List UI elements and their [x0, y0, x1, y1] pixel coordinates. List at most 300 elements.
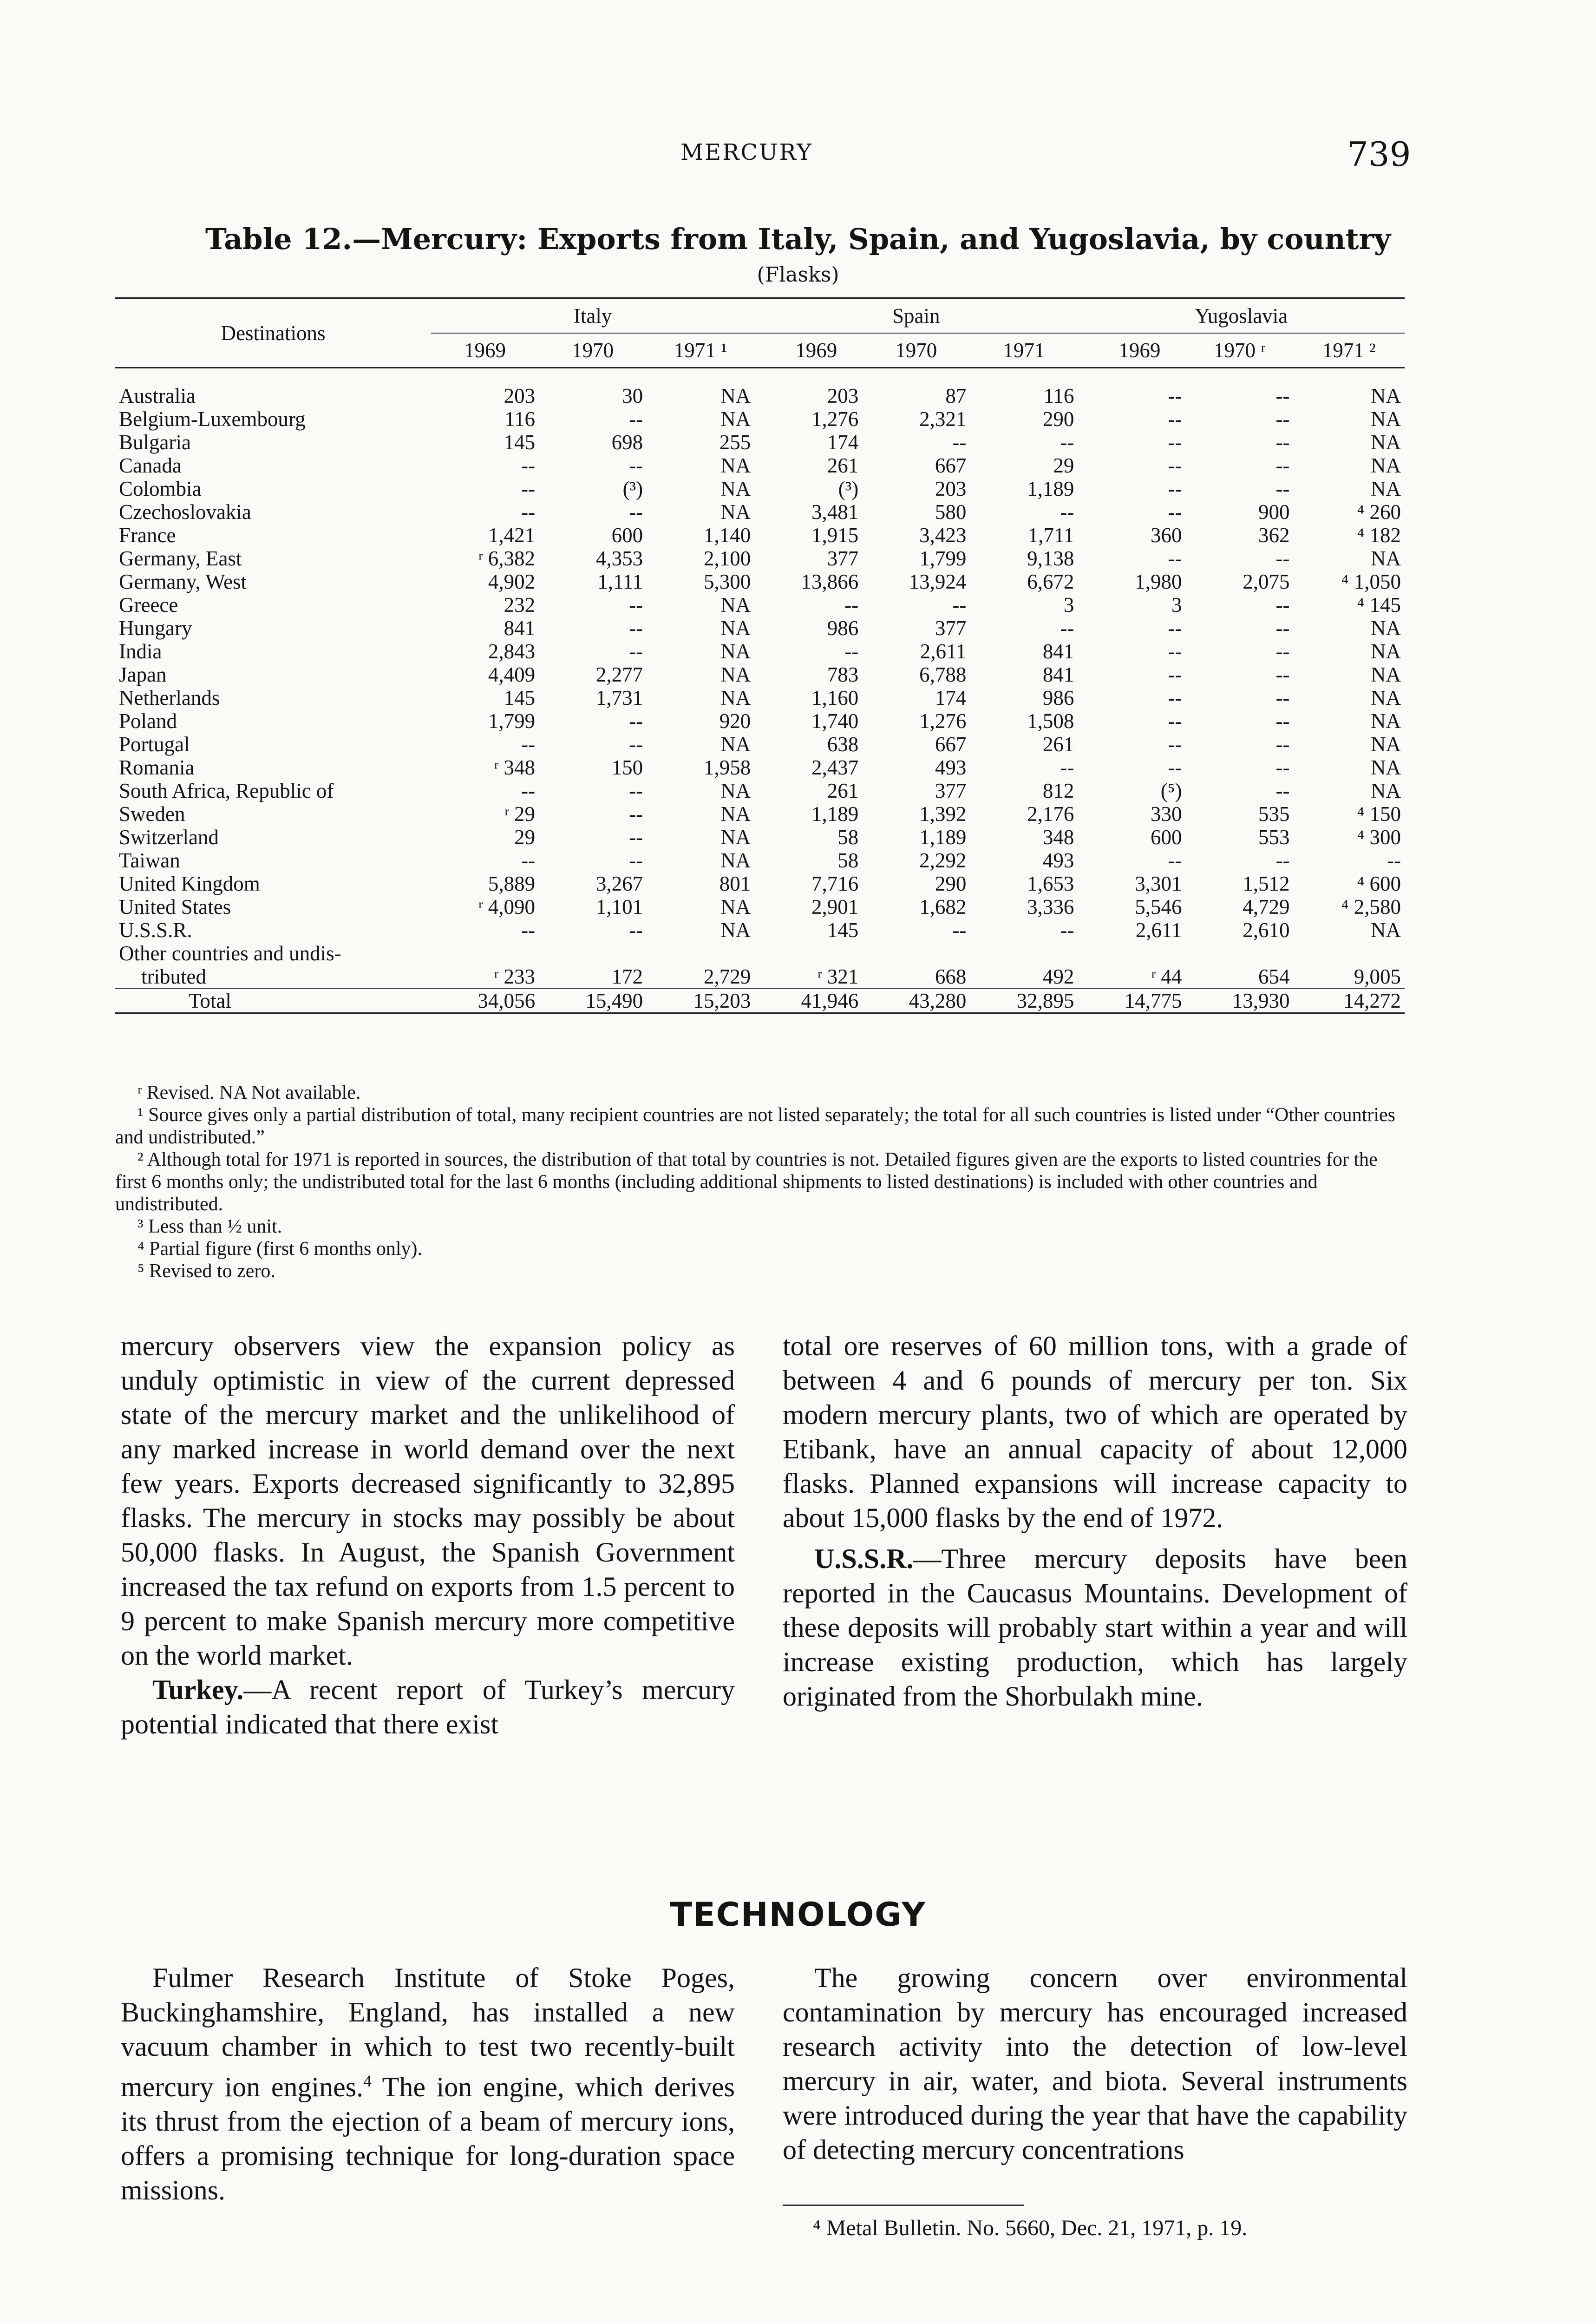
destination-cell: [115, 779, 431, 802]
destination-cell: [115, 593, 431, 617]
ussr-text: —Three mercury deposits have been reported in the Caucasus Mountains. Development of these deposits will probably start within a year and will increase existing production, which has largely originated from the Shorbulakh mine.: [783, 1543, 1407, 1712]
value-cell: 2,075: [1243, 570, 1290, 593]
value-cell: --: [521, 477, 536, 500]
value-cell: --: [1275, 779, 1290, 802]
value-cell: --: [952, 919, 967, 942]
footnote: ¹ Source gives only a partial distribution of total, many recipient countries are not listed separately; the total for all such countries is listed under “Other countries and undistributed.”: [115, 1104, 1395, 1148]
value-cell: 1,512: [1243, 872, 1290, 895]
technology-heading: TECHNOLOGY: [670, 1896, 926, 1934]
value-cell: 4,353: [595, 547, 643, 570]
year-header: 1970: [895, 339, 937, 362]
value-cell: 986: [1042, 686, 1074, 709]
value-cell: 5,546: [1135, 895, 1182, 919]
tech-text: Fulmer Research Institute of Stoke Poges, Buckinghamshire, England, has installed a new vacuum chamber in which to test two recently-built mercury ion engines.: [121, 1962, 735, 2102]
value-cell: 290: [1042, 407, 1074, 431]
footnote: ⁴ Partial figure (first 6 months only).: [137, 1238, 423, 1260]
running-head: MERCURY: [680, 139, 813, 165]
tech-text-rest: The ion engine, which derives its thrust from the ejection of a beam of mercury ions, offers a promising technique for long-duration space missions.: [121, 2072, 735, 2205]
value-cell: NA: [1371, 640, 1401, 663]
value-cell: --: [1168, 640, 1182, 663]
value-cell: 920: [719, 709, 751, 733]
footnote: ² Although total for 1971 is reported in sources, the distribution of that total by countries is not. Detailed figures given are the exports to listed countries for the first 6 months only; the undistributed total for the last 6 months (including additional shipments to listed destinations) is included with other countries and undistributed.: [115, 1149, 1378, 1215]
value-cell: --: [1387, 849, 1401, 872]
value-cell: 2,729: [703, 965, 751, 988]
footnote-ref: 4: [363, 2072, 372, 2090]
year-header: 1971 ¹: [674, 339, 727, 362]
table-row: [115, 779, 1405, 802]
value-cell: ⁴ 2,580: [1341, 895, 1401, 919]
group-spain: Spain: [754, 298, 1078, 333]
turkey-text: —A recent report of Turkey’s mercury potential indicated that there exist: [121, 1674, 735, 1739]
destination-label: United Kingdom: [119, 872, 260, 895]
value-cell: 1,189: [811, 802, 859, 826]
value-cell: --: [1275, 431, 1290, 454]
table-row: [115, 919, 1405, 942]
value-cell: 2,437: [811, 756, 859, 779]
turkey-heading: Turkey.: [152, 1674, 244, 1705]
value-cell: --: [521, 779, 536, 802]
destination-label: United States: [119, 895, 231, 919]
destination-label: Bulgaria: [119, 431, 191, 454]
value-cell: NA: [1371, 663, 1401, 686]
paragraph: total ore reserves of 60 million tons, with a grade of between 4 and 6 pounds of mercury per ton. Six modern mercury plants, two of which are operated by Etibank, have an annual capacity of about 12,000 flasks. Planned expansions will increase capacity to about 15,000 flasks by the end of 1972.: [783, 1331, 1407, 1533]
value-cell: 377: [827, 547, 859, 570]
value-cell: (⁵): [1160, 779, 1182, 802]
destination-cell: [115, 431, 431, 454]
destination-label: Switzerland: [119, 826, 219, 849]
value-cell: 1,980: [1135, 570, 1182, 593]
value-cell: NA: [1371, 919, 1401, 942]
value-cell: 580: [935, 500, 967, 524]
table-row: [115, 407, 1405, 431]
footnote-rule: [783, 2205, 1024, 2206]
table-row: [115, 826, 1405, 849]
destination-cell: [115, 942, 431, 989]
value-cell: 14,775: [1078, 989, 1185, 1013]
table-footnotes: [115, 1082, 1405, 1282]
value-cell: 4,902: [488, 570, 536, 593]
paragraph: [121, 1673, 735, 1741]
paragraph: [121, 1961, 735, 2207]
value-cell: 1,915: [811, 524, 859, 547]
destination-label: Portugal: [119, 733, 190, 756]
value-cell: --: [1168, 617, 1182, 640]
value-cell: 7,716: [811, 872, 859, 895]
value-cell: NA: [720, 384, 751, 407]
value-cell: 4,729: [1243, 895, 1290, 919]
value-cell: NA: [1371, 454, 1401, 477]
destination-cell: [115, 849, 431, 872]
value-cell: 1,140: [703, 524, 751, 547]
value-cell: 493: [1042, 849, 1074, 872]
value-cell: 43,280: [862, 989, 970, 1013]
year-header: 1969: [1119, 339, 1161, 362]
value-cell: --: [844, 593, 859, 617]
destination-label: Czechoslovakia: [119, 500, 251, 524]
table-row: [115, 802, 1405, 826]
table-row: [115, 686, 1405, 709]
value-cell: NA: [1371, 756, 1401, 779]
value-cell: NA: [1371, 407, 1401, 431]
value-cell: --: [629, 407, 643, 431]
value-cell: NA: [720, 895, 751, 919]
table-row: [115, 570, 1405, 593]
value-cell: 261: [1042, 733, 1074, 756]
table-row: [115, 477, 1405, 500]
value-cell: ʳ 44: [1151, 965, 1182, 988]
value-cell: 174: [827, 431, 859, 454]
value-cell: 2,277: [595, 663, 643, 686]
destination-label: Canada: [119, 454, 182, 477]
value-cell: 3,336: [1027, 895, 1074, 919]
destination-label: Germany, West: [119, 570, 247, 593]
value-cell: 87: [945, 384, 967, 407]
value-cell: --: [629, 919, 643, 942]
value-cell: NA: [1371, 709, 1401, 733]
table-unit: (Flasks): [757, 263, 839, 287]
value-cell: --: [521, 500, 536, 524]
table-title: Table 12.—Mercury: Exports from Italy, Spain, and Yugoslavia, by country: [205, 222, 1391, 256]
value-cell: 2,292: [919, 849, 967, 872]
left-column-lower: [121, 1961, 735, 2207]
value-cell: 535: [1258, 802, 1290, 826]
value-cell: 600: [611, 524, 643, 547]
value-cell: 13,924: [909, 570, 967, 593]
value-cell: 2,611: [920, 640, 967, 663]
value-cell: --: [1168, 431, 1182, 454]
value-cell: 1,421: [488, 524, 536, 547]
value-cell: 1,276: [919, 709, 967, 733]
value-cell: 2,901: [811, 895, 859, 919]
value-cell: NA: [720, 500, 751, 524]
footnote: ʳ Revised. NA Not available.: [137, 1082, 361, 1103]
value-cell: NA: [1371, 477, 1401, 500]
value-cell: 4,409: [488, 663, 536, 686]
year-header: 1971 ²: [1322, 339, 1376, 362]
value-cell: 1,111: [597, 570, 643, 593]
value-cell: 3,423: [919, 524, 967, 547]
value-cell: ʳ 4,090: [478, 895, 536, 919]
destination-cell: [115, 384, 431, 407]
group-italy: Italy: [431, 298, 754, 333]
footnote: ⁵ Revised to zero.: [137, 1260, 275, 1282]
value-cell: 1,189: [919, 826, 967, 849]
value-cell: NA: [1371, 431, 1401, 454]
value-cell: 1,189: [1027, 477, 1074, 500]
value-cell: ʳ 348: [494, 756, 536, 779]
paragraph: [783, 1542, 1407, 1713]
value-cell: --: [629, 779, 643, 802]
value-cell: 3,267: [595, 872, 643, 895]
value-cell: --: [521, 454, 536, 477]
value-cell: 13,866: [801, 570, 859, 593]
value-cell: 492: [1042, 965, 1074, 988]
value-cell: --: [629, 709, 643, 733]
value-cell: NA: [720, 802, 751, 826]
value-cell: --: [844, 640, 859, 663]
value-cell: --: [629, 826, 643, 849]
destination-cell: [115, 500, 431, 524]
value-cell: --: [521, 733, 536, 756]
value-cell: --: [1275, 593, 1290, 617]
table-row-other: [115, 942, 1405, 989]
value-cell: --: [1168, 407, 1182, 431]
destination-cell: [115, 756, 431, 779]
value-cell: --: [1275, 384, 1290, 407]
value-cell: 9,138: [1027, 547, 1074, 570]
value-cell: --: [1168, 849, 1182, 872]
value-cell: --: [629, 500, 643, 524]
value-cell: 3: [1171, 593, 1182, 617]
value-cell: 553: [1258, 826, 1290, 849]
value-cell: --: [629, 640, 643, 663]
value-cell: 1,101: [595, 895, 643, 919]
value-cell: 667: [935, 733, 967, 756]
destination-cell: [115, 477, 431, 500]
value-cell: --: [1168, 500, 1182, 524]
value-cell: --: [1275, 756, 1290, 779]
value-cell: 15,203: [647, 989, 754, 1013]
value-cell: 1,799: [919, 547, 967, 570]
destination-label: Greece: [119, 593, 178, 617]
ussr-heading: U.S.S.R.: [814, 1543, 914, 1574]
value-cell: 203: [935, 477, 967, 500]
value-cell: 232: [504, 593, 536, 617]
value-cell: --: [1168, 384, 1182, 407]
value-cell: 5,300: [703, 570, 751, 593]
value-cell: 41,946: [754, 989, 862, 1013]
value-cell: NA: [720, 919, 751, 942]
destination-cell: [115, 802, 431, 826]
year-header: 1969: [464, 339, 506, 362]
value-cell: 2,321: [919, 407, 967, 431]
value-cell: 145: [504, 431, 536, 454]
paragraph: mercury observers view the expansion policy as unduly optimistic in view of the current depressed state of the mercury market and the unlikelihood of any marked increase in world demand over the next few years. Exports decreased significantly to 32,895 flasks. The mercury in stocks may possibly be about 50,000 flasks. In August, the Spanish Government increased the tax refund on exports from 1.5 percent to 9 percent to make Spanish mercury more competitive on the world market.: [121, 1331, 735, 1671]
page-footnote: ⁴ Metal Bulletin. No. 5660, Dec. 21, 1971, p. 19.: [813, 2216, 1248, 2240]
value-cell: 654: [1258, 965, 1290, 988]
value-cell: NA: [720, 733, 751, 756]
value-cell: 150: [611, 756, 643, 779]
value-cell: --: [521, 849, 536, 872]
value-cell: 900: [1258, 500, 1290, 524]
year-header: 1970 ʳ: [1213, 339, 1265, 362]
value-cell: --: [1275, 686, 1290, 709]
table-row: [115, 593, 1405, 617]
value-cell: --: [1060, 431, 1074, 454]
destination-cell: [115, 872, 431, 895]
value-cell: 15,490: [539, 989, 647, 1013]
destination-label: France: [119, 524, 176, 547]
value-cell: 1,711: [1027, 524, 1074, 547]
destination-label: Australia: [119, 384, 196, 407]
group-yugoslavia: Yugoslavia: [1078, 298, 1405, 333]
destination-label: tributed: [141, 965, 206, 988]
table-row: [115, 384, 1405, 407]
value-cell: --: [1168, 547, 1182, 570]
value-cell: NA: [720, 663, 751, 686]
value-cell: 1,160: [811, 686, 859, 709]
value-cell: 145: [827, 919, 859, 942]
destination-label: Japan: [119, 663, 167, 686]
table-row: [115, 849, 1405, 872]
footnote: ³ Less than ½ unit.: [137, 1216, 282, 1237]
value-cell: --: [629, 733, 643, 756]
value-cell: 1,682: [919, 895, 967, 919]
value-cell: 6,672: [1027, 570, 1074, 593]
table-row: [115, 431, 1405, 454]
destination-label: Germany, East: [119, 547, 242, 570]
destination-cell: [115, 524, 431, 547]
value-cell: --: [629, 802, 643, 826]
value-cell: 1,276: [811, 407, 859, 431]
value-cell: NA: [1371, 779, 1401, 802]
value-cell: --: [1168, 477, 1182, 500]
value-cell: ⁴ 600: [1357, 872, 1401, 895]
value-cell: --: [1275, 733, 1290, 756]
value-cell: NA: [720, 454, 751, 477]
table-row: [115, 547, 1405, 570]
destination-label: U.S.S.R.: [119, 919, 192, 942]
value-cell: 30: [622, 384, 643, 407]
value-cell: 116: [1043, 384, 1074, 407]
value-cell: 3,481: [811, 500, 859, 524]
value-cell: 5,889: [488, 872, 536, 895]
value-cell: --: [1168, 756, 1182, 779]
value-cell: 377: [935, 617, 967, 640]
table-row: [115, 617, 1405, 640]
value-cell: NA: [720, 407, 751, 431]
destination-cell: [115, 826, 431, 849]
value-cell: ⁴ 300: [1357, 826, 1401, 849]
value-cell: (³): [622, 477, 643, 500]
value-cell: 1,392: [919, 802, 967, 826]
value-cell: 1,958: [703, 756, 751, 779]
value-cell: 29: [514, 826, 536, 849]
value-cell: 638: [827, 733, 859, 756]
table-row: [115, 663, 1405, 686]
destination-label: South Africa, Republic of: [119, 779, 334, 802]
destination-cell: [115, 570, 431, 593]
value-cell: --: [1060, 617, 1074, 640]
value-cell: 145: [504, 686, 536, 709]
value-cell: --: [629, 454, 643, 477]
value-cell: NA: [720, 826, 751, 849]
destination-label: Romania: [119, 756, 195, 779]
destination-cell: [115, 547, 431, 570]
destination-label: Total: [189, 989, 231, 1012]
table-row: [115, 733, 1405, 756]
year-header: 1971: [1003, 339, 1045, 362]
value-cell: 13,930: [1185, 989, 1293, 1013]
value-cell: 841: [1042, 663, 1074, 686]
value-cell: NA: [1371, 733, 1401, 756]
value-cell: 116: [504, 407, 536, 431]
value-cell: NA: [720, 849, 751, 872]
value-cell: 377: [935, 779, 967, 802]
value-cell: 261: [827, 779, 859, 802]
value-cell: --: [1275, 663, 1290, 686]
value-cell: 783: [827, 663, 859, 686]
destination-cell: [115, 709, 431, 733]
value-cell: 290: [935, 872, 967, 895]
exports-table: [115, 297, 1405, 1014]
destination-cell: [115, 686, 431, 709]
value-cell: NA: [720, 686, 751, 709]
table-row-total: [115, 989, 1405, 1013]
table-row: [115, 709, 1405, 733]
value-cell: 3: [1063, 593, 1074, 617]
value-cell: 698: [611, 431, 643, 454]
value-cell: --: [1275, 640, 1290, 663]
value-cell: NA: [720, 779, 751, 802]
value-cell: 2,100: [703, 547, 751, 570]
value-cell: --: [629, 849, 643, 872]
value-cell: 986: [827, 617, 859, 640]
value-cell: 801: [719, 872, 751, 895]
value-cell: ⁴ 145: [1357, 593, 1401, 617]
value-cell: 58: [837, 849, 859, 872]
value-cell: 29: [1053, 454, 1074, 477]
destination-cell: [115, 663, 431, 686]
value-cell: --: [1168, 686, 1182, 709]
destination-cell: [115, 733, 431, 756]
value-cell: --: [629, 593, 643, 617]
destination-cell: [115, 617, 431, 640]
value-cell: ⁴ 260: [1357, 500, 1401, 524]
value-cell: ʳ 233: [494, 965, 536, 988]
destination-label: Other countries and undis-: [119, 942, 341, 965]
value-cell: --: [1275, 477, 1290, 500]
left-column-upper: [121, 1329, 735, 1741]
value-cell: (³): [838, 477, 859, 500]
value-cell: 9,005: [1354, 965, 1401, 988]
value-cell: --: [1275, 547, 1290, 570]
value-cell: 14,272: [1294, 989, 1405, 1013]
value-cell: --: [1060, 756, 1074, 779]
value-cell: --: [1275, 617, 1290, 640]
value-cell: --: [1275, 709, 1290, 733]
destination-label: Colombia: [119, 477, 202, 500]
value-cell: ʳ 6,382: [478, 547, 536, 570]
table-row: [115, 454, 1405, 477]
value-cell: ʳ 29: [504, 802, 536, 826]
value-cell: --: [952, 431, 967, 454]
value-cell: 668: [935, 965, 967, 988]
value-cell: --: [1168, 733, 1182, 756]
value-cell: NA: [720, 640, 751, 663]
value-cell: 3,301: [1135, 872, 1182, 895]
value-cell: --: [1275, 407, 1290, 431]
destination-cell: [115, 989, 431, 1013]
value-cell: NA: [1371, 384, 1401, 407]
year-header: 1969: [795, 339, 837, 362]
value-cell: 1,731: [595, 686, 643, 709]
table-row: [115, 872, 1405, 895]
year-header: 1970: [572, 339, 614, 362]
value-cell: NA: [720, 477, 751, 500]
value-cell: --: [1168, 454, 1182, 477]
table-row: [115, 640, 1405, 663]
destination-label: Poland: [119, 709, 177, 733]
value-cell: 172: [611, 965, 643, 988]
value-cell: NA: [1371, 617, 1401, 640]
value-cell: ⁴ 150: [1357, 802, 1401, 826]
value-cell: 2,610: [1243, 919, 1290, 942]
table-row: [115, 524, 1405, 547]
destination-cell: [115, 640, 431, 663]
value-cell: 841: [1042, 640, 1074, 663]
right-column-lower: [783, 1961, 1407, 2167]
